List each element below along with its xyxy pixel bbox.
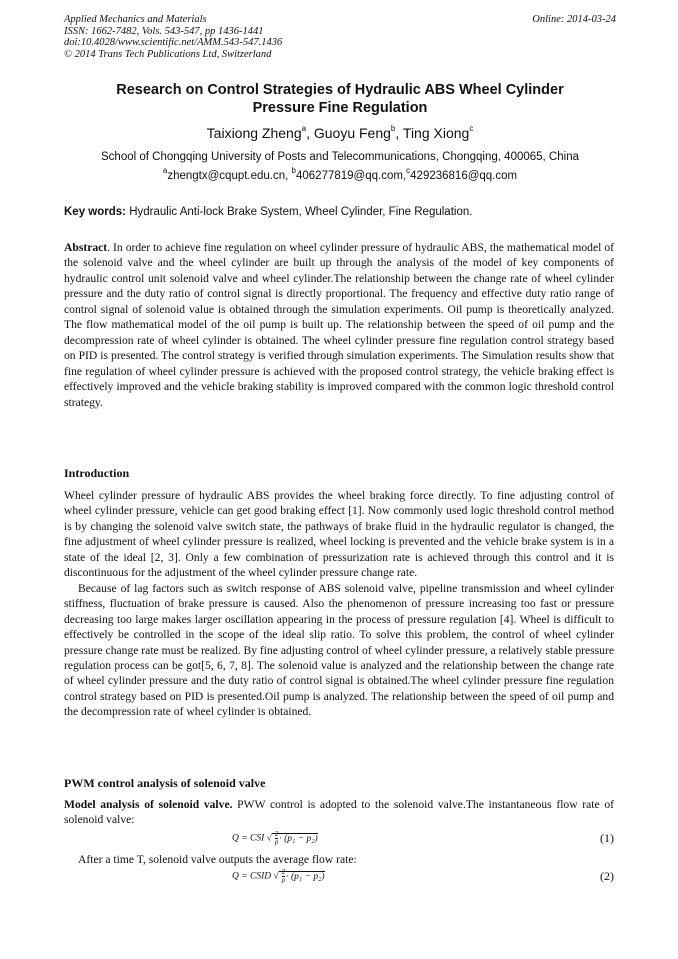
after-equation-1-text: After a time T, solenoid valve outputs the average flow rate: — [78, 853, 357, 866]
email-link[interactable]: 429236816@qq.com — [410, 170, 518, 182]
copyright-line: © 2014 Trans Tech Publications Ltd, Switzerland — [64, 48, 272, 60]
equation-2-rhs: · (p₁ − p₂) — [286, 871, 325, 882]
equation-2-number: (2) — [600, 869, 614, 883]
fraction-denominator: ρ — [274, 838, 279, 846]
email-sup: c — [406, 166, 411, 176]
model-text: PWW control is adopted to the solenoid valve.The instantaneous flow rate of solenoid valve: — [64, 798, 614, 827]
equation-1-fraction — [275, 831, 279, 846]
model-analysis-paragraph — [64, 797, 614, 828]
issn-line: ISSN: 1662-7482, Vols. 543-547, pp 1436-1441 — [64, 25, 264, 37]
keywords — [64, 205, 616, 219]
equation-1-number: (1) — [600, 831, 614, 845]
keywords-text: Hydraulic Anti-lock Brake System, Wheel Cylinder, Fine Regulation. — [129, 206, 473, 218]
online-date: Online: 2014-03-24 — [532, 14, 616, 25]
abstract-text: . In order to achieve fine regulation on wheel cylinder pressure of hydraulic ABS, the mathematical model of the solenoid valve and the wheel cylinder are built up through the analysis of the model of key components of hydraulic control unit solenoid valve and wheel cylinder.The relationship between the change rate of wheel cylinder pressure and the duty ratio of control signal is directly proportional. The frequency and effective duty ratio range of control signal of solenoid value is obtained through the simulation experiments. Oil pump is theoretically analyzed. The flow mathematical model of the oil pump is built up. The relationship between the speed of oil pump and the decompression rate of wheel cylinder is obtained. The wheel cylinder pressure fine regulation control strategy based on PID is presented. The control strategy is verified through simulation experiments. The Simulation results show that fine regulation of wheel cylinder pressure is achieved with the proposed control strategy, the vehicle braking effect is effectively improved and the vehicle braking stability is improved compared with the common logic threshold control strategy. — [64, 241, 614, 409]
email-sup: b — [291, 166, 296, 176]
email-link[interactable]: 406277819@qq.com — [296, 170, 403, 182]
keywords-label: Key words: — [64, 206, 126, 218]
email-link[interactable]: zhengtx@cqupt.edu.cn — [167, 170, 286, 182]
author-sup: b — [390, 124, 396, 134]
abstract-label: Abstract — [64, 241, 108, 254]
author-sup: c — [469, 124, 474, 134]
journal-name: Applied Mechanics and Materials — [64, 14, 207, 25]
author-sup: a — [301, 124, 307, 134]
equation-1-rhs: · (p₁ − p₂) — [279, 833, 318, 844]
paper-title — [64, 81, 616, 117]
model-label: Model analysis of solenoid valve. — [64, 798, 233, 811]
author-list: Taixiong Zheng$^a$, Guoyu Feng$^b$, Ting Xiong$^c$ — [206, 124, 474, 141]
introduction-body — [64, 488, 614, 720]
author-name: Ting Xiong — [402, 125, 470, 141]
author-name: Taixiong Zheng — [206, 125, 302, 141]
intro-paragraph-2: Because of lag factors such as switch response of ABS solenoid valve, pipeline transmission and wheel cylinder stiffness, fluctuation of brake pressure is caused. Also the phenomenon of pressure increasing too fast or pressure decreasing too large makes larger oscillation appearing in the process of pressure regulation [4]. Wheel is difficult to effectively be controlled in the scope of the ideal slip ratio. To solve this problem, the control of wheel cylinder pressure change rate must be realized. By fine adjusting control of wheel cylinder pressure, a relatively stable pressure regulation process can be got[5, 6, 7, 8]. The solenoid value is analyzed and the relationship between the change rate of wheel cylinder pressure and the duty ratio of control signal is obtained.The wheel cylinder pressure fine regulation control strategy based on PID is presented.Oil pump is analyzed. The relationship between the speed of oil pump and the decompression rate of wheel cylinder is obtained. — [64, 581, 614, 719]
section-heading-introduction: Introduction — [64, 466, 130, 480]
equation-2 — [64, 869, 614, 887]
sqrt-symbol: √ — [273, 871, 279, 882]
equation-2-lhs: Q = CSID — [232, 871, 272, 882]
section-heading-pwm: PWM control analysis of solenoid valve — [64, 776, 266, 790]
sqrt-symbol: √ — [266, 833, 272, 844]
abstract — [64, 240, 614, 410]
equation-2-fraction — [282, 869, 286, 884]
title-line-1: Research on Control Strategies of Hydraulic ABS Wheel Cylinder — [116, 82, 564, 98]
affiliation: School of Chongqing University of Posts and Telecommunications, Chongqing, 400065, China — [101, 151, 579, 163]
title-line-2: Pressure Fine Regulation — [252, 100, 428, 116]
equation-1-radicand — [272, 830, 318, 846]
journal-header — [64, 14, 616, 60]
doi-line: doi:10.4028/www.scientific.net/AMM.543-547.1436 — [64, 37, 283, 48]
email-list: $^a$zhengtx@cqupt.edu.cn, $^b$406277819@qq.com,$^c$429236816@qq.com — [162, 166, 518, 182]
equation-2-formula — [232, 869, 325, 884]
fraction-numerator: 2 — [281, 868, 286, 876]
equation-1-formula — [232, 831, 318, 846]
author-name: Guoyu Feng — [313, 125, 391, 141]
fraction-denominator: ρ — [281, 876, 286, 884]
equation-1-lhs: Q = CSI — [232, 833, 265, 844]
intro-paragraph-1: Wheel cylinder pressure of hydraulic ABS provides the wheel braking force directly. To fine adjusting control of wheel cylinder pressure, vehicle can get good braking effect [1]. Now commonly used logic threshold control method is by changing the solenoid valve switch state, the pathways of brake fluid in the hydraulic regulator is changed, the fine adjustment of wheel cylinder pressure is realized, wheel locking is prevented and the vehicle brake system is in a state of the ideal [2, 3]. Only a few combination of pressurization rate is achieved through this control and it is discontinuous for the adjustment of the wheel cylinder pressure change rate. — [64, 489, 614, 580]
email-sup: a — [162, 166, 168, 176]
equation-1 — [64, 831, 614, 849]
fraction-numerator: 2 — [274, 830, 279, 838]
equation-2-radicand — [279, 868, 325, 884]
